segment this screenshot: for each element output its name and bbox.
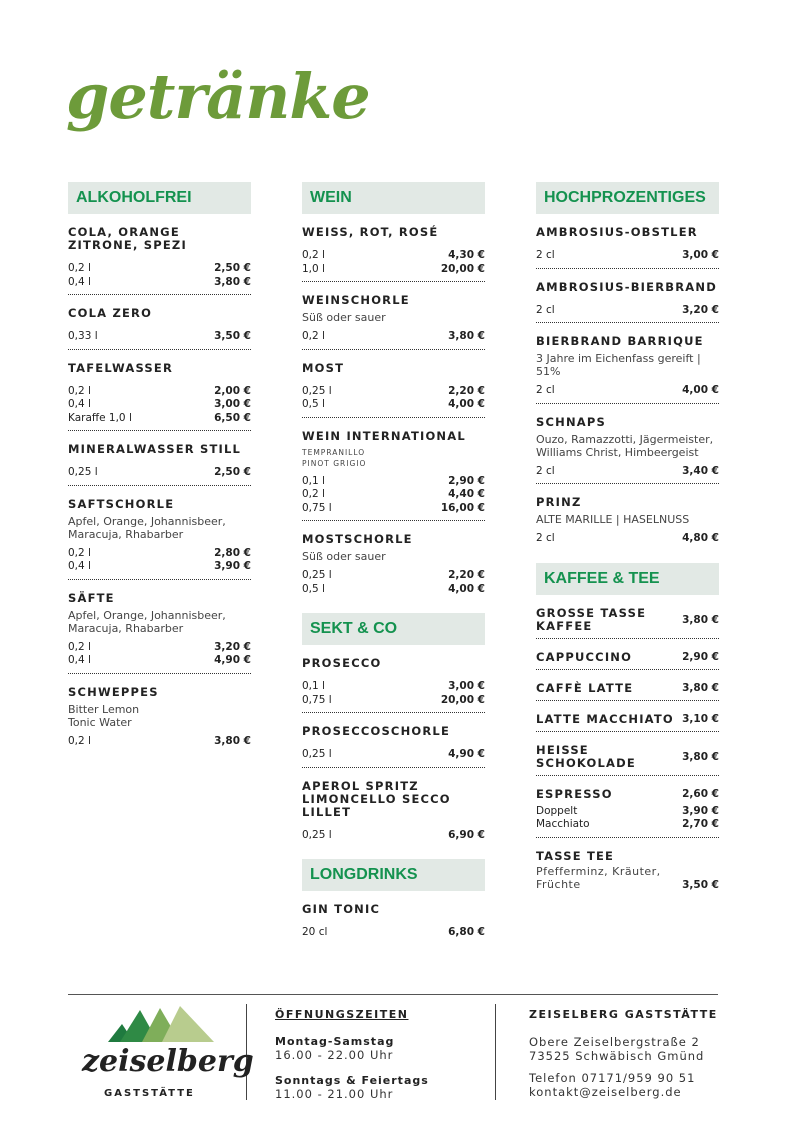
price-value: 4,40 € <box>448 488 485 500</box>
opening-hours <box>275 1008 485 1101</box>
price-row <box>302 385 485 399</box>
menu-item <box>536 744 719 776</box>
price-row <box>302 583 485 597</box>
menu-item-description: ALTE MARILLE | HASELNUSS <box>536 513 690 526</box>
logo <box>82 1002 254 1102</box>
menu-item <box>68 307 251 350</box>
price-size: 0,1 l <box>302 474 325 487</box>
price-value: 6,90 € <box>448 828 485 841</box>
price-value: 6,50 € <box>214 411 251 424</box>
price-size: Macchiato <box>536 818 590 830</box>
menu-item <box>68 686 251 754</box>
price-size: 2 cl <box>536 249 555 261</box>
price-value: 3,00 € <box>214 398 251 410</box>
price-size: 0,4 l <box>68 560 91 572</box>
price-value: 4,00 € <box>448 582 485 595</box>
menu-item-price: 3,80 € <box>682 682 719 694</box>
sunday-label: Sonntags & Feiertags <box>275 1074 429 1087</box>
menu-item-name: HEISSE SCHOKOLADE <box>536 742 636 770</box>
price-row <box>302 680 485 694</box>
menu-item-description: Ouzo, Ramazzotti, Jägermeister, Williams Christ, Himbeergeist <box>536 432 714 459</box>
menu-item <box>68 592 251 674</box>
address-street: Obere Zeiselbergstraße 2 <box>529 1035 700 1049</box>
menu-item-name: PROSECCO <box>302 656 382 670</box>
price-row <box>536 818 719 832</box>
menu-item-price: 3,50 € <box>682 878 719 891</box>
section-heading: HOCHPROZENTIGES <box>536 182 719 214</box>
menu-section <box>536 182 719 551</box>
opening-hours-title: ÖFFNUNGSZEITEN <box>275 1008 409 1021</box>
menu-item-price: 3,80 € <box>682 750 719 763</box>
price-size: 0,2 l <box>68 546 91 559</box>
menu-item <box>536 496 719 551</box>
menu-item <box>536 651 719 670</box>
menu-section <box>302 182 485 601</box>
price-size: 0,33 l <box>68 330 98 342</box>
price-size: 0,75 l <box>302 693 332 706</box>
page-title: getränke <box>66 60 370 133</box>
price-row <box>302 748 485 762</box>
menu-item-name: ESPRESSO <box>536 786 613 801</box>
price-size: 2 cl <box>536 303 555 316</box>
price-size: 0,2 l <box>302 249 325 261</box>
menu-item-name: GROSSE TASSE KAFFEE <box>536 605 647 633</box>
price-size: 0,4 l <box>68 398 91 410</box>
menu-item-name: PROSECCOSCHORLE <box>302 724 451 738</box>
price-value: 3,50 € <box>214 330 251 342</box>
price-value: 4,00 € <box>448 398 485 410</box>
menu-item-header <box>536 744 719 770</box>
footer-divider <box>68 994 718 995</box>
price-size: 0,25 l <box>302 828 332 841</box>
menu-item-name: WEIN INTERNATIONAL <box>302 428 466 443</box>
menu-item <box>68 362 251 432</box>
price-value: 3,90 € <box>682 804 719 817</box>
menu-item <box>68 226 251 295</box>
email-link[interactable]: kontakt@zeiselberg.de <box>529 1085 682 1099</box>
menu-section <box>536 563 719 896</box>
price-size: 0,25 l <box>302 569 332 581</box>
menu-item <box>302 294 485 350</box>
menu-item-name <box>536 850 676 891</box>
menu-item-name: WEISS, ROT, ROSÉ <box>302 225 439 239</box>
menu-section <box>68 182 251 753</box>
menu-item-name: APEROL SPRITZ LIMONCELLO SECCO LILLET <box>302 778 451 819</box>
menu-item-header <box>536 713 719 726</box>
menu-column-1 <box>68 182 251 765</box>
price-value: 3,20 € <box>682 303 719 316</box>
menu-item-name: WEINSCHORLE <box>302 293 410 307</box>
price-row <box>536 465 719 479</box>
price-size: 0,5 l <box>302 398 325 410</box>
price-row <box>68 654 251 668</box>
price-value: 20,00 € <box>440 693 485 706</box>
price-row <box>68 735 251 749</box>
menu-item-description: Bitter Lemon Tonic Water <box>68 702 140 729</box>
price-value: 3,80 € <box>448 330 485 342</box>
section-heading: SEKT & CO <box>302 613 485 645</box>
menu-item <box>302 362 485 418</box>
menu-item-price: 3,10 € <box>682 713 719 725</box>
menu-item-header <box>536 788 719 801</box>
price-row <box>68 330 251 344</box>
price-value: 3,00 € <box>682 249 719 261</box>
price-row <box>302 330 485 344</box>
price-row <box>302 488 485 502</box>
menu-item <box>536 416 719 485</box>
price-value: 16,00 € <box>440 501 485 514</box>
price-row <box>302 263 485 277</box>
price-size: Karaffe 1,0 l <box>68 411 132 424</box>
price-row <box>536 384 719 398</box>
price-size: 0,2 l <box>68 384 91 397</box>
price-size: 0,2 l <box>68 262 91 274</box>
menu-section <box>302 859 485 945</box>
price-row <box>68 385 251 399</box>
price-size: 0,4 l <box>68 654 91 666</box>
menu-item <box>302 226 485 282</box>
price-value: 3,90 € <box>214 560 251 572</box>
section-heading: WEIN <box>302 182 485 214</box>
price-row <box>302 569 485 583</box>
price-row <box>302 475 485 489</box>
menu-item <box>536 226 719 269</box>
menu-column-2 <box>302 182 485 957</box>
menu-item-name: BIERBRAND BARRIQUE <box>536 334 704 348</box>
price-value: 3,80 € <box>214 275 251 288</box>
price-size: 0,2 l <box>302 488 325 500</box>
menu-item-name: CAPPUCCINO <box>536 649 633 664</box>
price-size: 0,5 l <box>302 582 325 595</box>
menu-item-name: SCHWEPPES <box>68 684 159 699</box>
menu-item <box>302 657 485 713</box>
menu-item <box>536 713 719 732</box>
weekday-hours: 16.00 - 22.00 Uhr <box>275 1048 394 1062</box>
menu-item <box>68 443 251 486</box>
menu-item-description: 3 Jahre im Eichenfass gereift | 51% <box>536 352 701 378</box>
menu-item <box>536 607 719 639</box>
logo-wordmark: zeiselberg <box>82 1044 254 1079</box>
menu-item-name: GIN TONIC <box>302 902 381 916</box>
menu-item <box>536 850 719 896</box>
menu-item <box>302 725 485 768</box>
menu-item <box>302 533 485 601</box>
menu-item-name: MINERALWASSER STILL <box>68 442 242 456</box>
menu-item <box>536 335 719 404</box>
price-size: 0,2 l <box>68 734 91 747</box>
price-row <box>68 466 251 480</box>
price-row <box>68 560 251 574</box>
menu-item-name: CAFFÈ LATTE <box>536 680 634 695</box>
menu-item-description: Pfefferminz, Kräuter, Früchte <box>536 864 661 891</box>
price-value: 2,70 € <box>682 818 719 830</box>
price-size: Doppelt <box>536 804 578 817</box>
price-size: 0,25 l <box>302 748 332 760</box>
mountain-logo-icon <box>108 1004 218 1046</box>
menu-item-name: SCHNAPS <box>536 414 606 429</box>
menu-item-variants <box>536 805 719 832</box>
price-size: 0,1 l <box>302 680 325 692</box>
menu-item <box>302 903 485 945</box>
price-size: 0,2 l <box>302 330 325 342</box>
price-value: 3,00 € <box>448 680 485 692</box>
menu-item-name: PRINZ <box>536 495 582 509</box>
menu-item <box>302 430 485 522</box>
menu-item-description: Süß oder sauer <box>302 550 386 563</box>
price-row <box>68 641 251 655</box>
menu-item-description: Apfel, Orange, Johannisbeer, Maracuja, Rhabarber <box>68 514 226 541</box>
price-size: 2 cl <box>536 532 555 544</box>
price-row <box>302 694 485 708</box>
price-size: 2 cl <box>536 464 555 477</box>
menu-item-header <box>536 607 719 633</box>
price-value: 3,80 € <box>214 734 251 747</box>
price-value: 3,20 € <box>214 640 251 653</box>
price-size: 20 cl <box>302 926 328 938</box>
price-value: 4,80 € <box>682 532 719 544</box>
menu-item-header <box>536 682 719 695</box>
price-value: 2,50 € <box>214 262 251 274</box>
price-size: 2 cl <box>536 384 555 396</box>
menu-item-description: Apfel, Orange, Johannisbeer, Maracuja, Rhabarber <box>68 608 226 635</box>
price-row <box>302 398 485 412</box>
menu-item <box>536 788 719 838</box>
price-size: 0,25 l <box>68 466 98 478</box>
menu-item <box>536 682 719 701</box>
menu-section <box>302 613 485 847</box>
price-value: 2,20 € <box>448 384 485 397</box>
price-value: 2,20 € <box>448 569 485 581</box>
section-heading: KAFFEE & TEE <box>536 563 719 595</box>
price-row <box>68 547 251 561</box>
weekday-label: Montag-Samstag <box>275 1035 395 1048</box>
price-value: 4,00 € <box>682 384 719 396</box>
price-row <box>536 532 719 546</box>
menu-item-price: 3,80 € <box>682 613 719 626</box>
contact-title: ZEISELBERG GASTSTÄTTE <box>529 1008 718 1021</box>
price-value: 3,40 € <box>682 464 719 477</box>
price-size: 0,2 l <box>68 640 91 653</box>
menu-item-name: TAFELWASSER <box>68 360 174 375</box>
price-size: 0,4 l <box>68 275 91 288</box>
price-row <box>68 398 251 412</box>
menu-item-name: AMBROSIUS-OBSTLER <box>536 225 698 239</box>
price-row <box>302 829 485 843</box>
menu-item-name: MOSTSCHORLE <box>302 532 413 546</box>
menu-column-3 <box>536 182 719 908</box>
address-city: 73525 Schwäbisch Gmünd <box>529 1049 705 1063</box>
menu-item-price: 2,90 € <box>682 651 719 663</box>
contact-info <box>529 1008 729 1099</box>
price-row <box>302 926 485 940</box>
price-size: 1,0 l <box>302 262 325 275</box>
price-row <box>68 276 251 290</box>
menu-item-name: LATTE MACCHIATO <box>536 711 674 726</box>
price-row <box>536 805 719 819</box>
price-row <box>536 249 719 263</box>
menu-item-header <box>536 651 719 664</box>
menu-item-price: 2,60 € <box>682 788 719 800</box>
price-value: 4,30 € <box>448 249 485 261</box>
price-row <box>302 502 485 516</box>
price-value: 2,50 € <box>214 466 251 478</box>
section-heading: ALKOHOLFREI <box>68 182 251 214</box>
menu-item-name: SÄFTE <box>68 590 115 605</box>
menu-item-name: MOST <box>302 360 345 375</box>
price-value: 2,90 € <box>448 474 485 487</box>
price-row <box>302 249 485 263</box>
footer-separator <box>495 1004 496 1100</box>
menu-item-name: AMBROSIUS-BIERBRAND <box>536 279 717 294</box>
sunday-hours: 11.00 - 21.00 Uhr <box>275 1087 394 1101</box>
price-value: 4,90 € <box>214 654 251 666</box>
price-row <box>68 412 251 426</box>
price-row <box>68 262 251 276</box>
price-value: 2,00 € <box>214 384 251 397</box>
price-value: 2,80 € <box>214 546 251 559</box>
phone-number: Telefon 07171/959 90 51 <box>529 1071 696 1085</box>
menu-item <box>68 498 251 580</box>
section-heading: LONGDRINKS <box>302 859 485 891</box>
menu-item-name-text: TASSE TEE <box>536 848 615 863</box>
price-size: 0,25 l <box>302 384 332 397</box>
menu-item <box>302 780 485 848</box>
menu-item-name: SAFTSCHORLE <box>68 496 175 511</box>
price-value: 6,80 € <box>448 926 485 938</box>
price-row <box>536 304 719 318</box>
price-value: 20,00 € <box>440 262 485 275</box>
menu-item-name: COLA ZERO <box>68 306 153 320</box>
menu-item-description: Süß oder sauer <box>302 311 386 324</box>
price-value: 4,90 € <box>448 748 485 760</box>
menu-item-header <box>536 850 719 891</box>
price-size: 0,75 l <box>302 501 332 514</box>
menu-item <box>536 281 719 324</box>
menu-item-name: COLA, ORANGE ZITRONE, SPEZI <box>68 225 187 252</box>
logo-subtitle: GASTSTÄTTE <box>104 1088 195 1099</box>
menu-item-varieties: TEMPRANILLO PINOT GRIGIO <box>302 447 367 468</box>
